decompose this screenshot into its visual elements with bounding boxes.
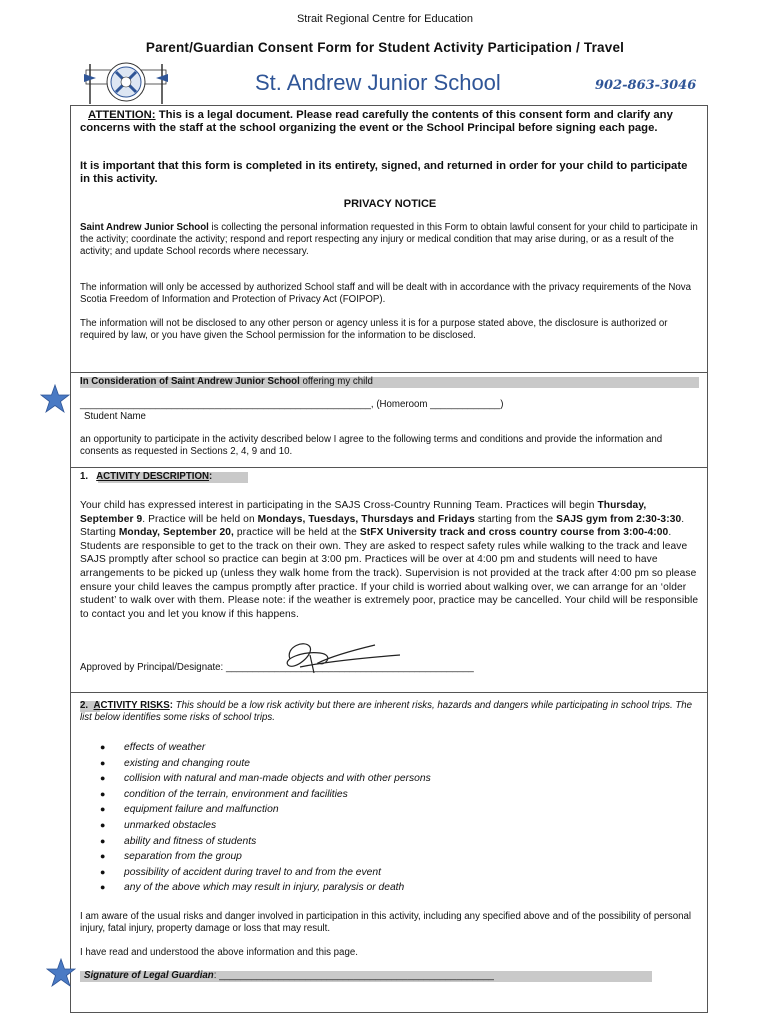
list-item xyxy=(100,865,431,881)
list-item xyxy=(100,771,431,787)
bullet-icon: ● xyxy=(100,804,106,815)
risk-text: existing and changing route xyxy=(124,757,250,769)
consideration-bold: In Consideration of Saint Andrew Junior School xyxy=(80,376,300,387)
section1-colon: : xyxy=(209,471,213,482)
desc-date-2: Monday, September 20, xyxy=(118,527,234,539)
school-name: St. Andrew Junior School xyxy=(255,70,501,95)
signature-label: Signature of Legal Guardian xyxy=(84,970,214,981)
list-item xyxy=(100,787,431,803)
desc-part: . Starting xyxy=(80,513,685,539)
organization-name: Strait Regional Centre for Education xyxy=(296,13,474,25)
approved-signature-field[interactable]: ______________________________________________ xyxy=(225,662,474,673)
section-divider xyxy=(70,692,708,693)
risk-text: effects of weather xyxy=(124,742,206,753)
section2-title: ACTIVITY RISKS xyxy=(93,700,170,711)
list-item xyxy=(100,834,431,850)
risk-text: collision with natural and man-made objects and with other persons xyxy=(124,773,431,785)
attention-text: This is a legal document. Please read carefully the contents of this consent form and clarify any concerns with the staff at the school organizing the event or the School Principal before signing each page. xyxy=(80,109,673,134)
privacy-paragraph-1 xyxy=(80,222,700,258)
bullet-icon: ● xyxy=(100,851,106,862)
desc-part: starting from the xyxy=(474,513,557,525)
desc-part: Your child has expressed interest in participating in the SAJS Cross-Country Running Team. Practices will begin xyxy=(80,500,598,511)
section2-colon: : xyxy=(169,700,173,711)
attention-paragraph-2: It is important that this form is completed in its entirety, signed, and returned in order for your child to participate in this activity. xyxy=(80,160,688,185)
list-item xyxy=(100,740,431,756)
desc-part: . Practice will be held on xyxy=(142,513,258,525)
desc-days: Mondays, Tuesdays, Thursdays and Fridays xyxy=(257,513,475,525)
attention-label: ATTENTION: xyxy=(88,109,156,121)
desc-start-date: Thursday, September 9 xyxy=(80,500,647,525)
student-name-label: Student Name xyxy=(84,411,146,422)
desc-location-1: SAJS gym from 2:30-3:30 xyxy=(556,513,682,525)
list-item xyxy=(100,756,431,772)
consent-opportunity-text: an opportunity to participate in the activity described below I agree to the following terms and conditions and provide the information and consents as requested in Sections 2, 4, 9 and 10. xyxy=(80,434,663,457)
risk-text: equipment failure and malfunction xyxy=(124,804,279,816)
risk-text: any of the above which may result in injury, paralysis or death xyxy=(124,882,405,894)
bullet-icon: ● xyxy=(100,742,106,752)
school-phone: 902-863-3046 xyxy=(595,78,697,93)
school-crest-icon xyxy=(80,60,172,106)
list-item xyxy=(100,849,431,865)
privacy-heading: PRIVACY NOTICE xyxy=(343,198,437,210)
section2-intro: This should be a low risk activity but there are inherent risks, hazards and dangers while participating in school trips. The list below identifies some risks of school trips. xyxy=(80,700,693,723)
privacy-paragraph-3: The information will not be disclosed to any other person or agency unless it is for a purpose stated above, the disclosure is authorized or required by law, or you have given the School permission for the information to be disclosed. xyxy=(80,318,668,341)
read-understood-text: I have read and understood the above information and this page. xyxy=(80,947,358,958)
consideration-rest: offering my child xyxy=(299,376,373,387)
approved-label: Approved by Principal/Designate: xyxy=(80,662,226,673)
signature-row xyxy=(84,970,704,982)
risk-text: condition of the terrain, environment and facilities xyxy=(124,788,348,800)
risk-text: separation from the group xyxy=(124,851,242,863)
section-divider xyxy=(70,467,708,468)
desc-part: practice will be held at the xyxy=(233,527,360,539)
desc-location-2: StFX University track and cross country course from 3:00-4:00 xyxy=(359,527,669,539)
school-name-inline: Saint Andrew Junior School xyxy=(80,222,209,233)
section2-number: 2. xyxy=(80,700,89,711)
student-name-field[interactable]: ______________________________________________________, (Homeroom _____________) xyxy=(80,399,504,410)
list-item xyxy=(100,880,431,896)
list-item xyxy=(100,818,431,834)
bullet-icon: ● xyxy=(100,866,106,877)
desc-part: . Students are responsible to get to the track on their own. They are asked to respect safety rules while walking to the track and leave SAJS promptly after school so practice can begin at 3:00 pm. Practices will be over at 4:00 pm and students will need to have arrangements to be picked up (unless they walk home from the track). Supervision is not provided at the track after 4:00 pm so please ensure your child leaves the campus promptly after practice. If your child is worried about walking over, we can arrange for an ‘older student’ to walk over with them. Please note: if the weather is extremely poor, practice may be cancelled. Your child will be responsible to contact you and let you know if this happens. xyxy=(80,527,699,620)
bullet-icon: ● xyxy=(100,819,106,830)
risk-text: ability and fitness of students xyxy=(124,835,257,847)
bullet-icon: ● xyxy=(100,788,106,799)
consideration-line xyxy=(80,376,700,388)
risk-text: possibility of accident during travel to and from the event xyxy=(124,866,381,878)
signature-scribble xyxy=(280,637,410,677)
section-divider xyxy=(70,372,708,373)
section1-title: ACTIVITY DESCRIPTION xyxy=(96,471,210,482)
bullet-icon: ● xyxy=(100,835,106,846)
risk-text: unmarked obstacles xyxy=(124,819,217,831)
risk-awareness-text: I am aware of the usual risks and danger involved in participation in this activity, including any specified above and of the possibility of personal injury, fatal injury, property damage or loss that may result. xyxy=(80,911,692,934)
list-item xyxy=(100,802,431,818)
guardian-signature-field[interactable]: ___________________________________________________ xyxy=(216,970,494,981)
risk-list xyxy=(100,740,431,896)
star-icon xyxy=(40,384,70,414)
bullet-icon: ● xyxy=(100,882,106,893)
privacy-paragraph-2: The information will only be accessed by authorized School staff and will be dealt with in accordance with the privacy requirements of the Nova Scotia Freedom of Information and Protection of Privacy Act (FOIPOP). xyxy=(80,282,691,305)
section2-heading xyxy=(80,700,700,724)
attention-paragraph xyxy=(80,109,702,135)
section1-number: 1. xyxy=(80,471,89,482)
form-title: Parent/Guardian Consent Form for Student Activity Participation / Travel xyxy=(145,40,625,55)
star-icon xyxy=(46,958,76,988)
privacy-paragraph-1-text: is collecting the personal information requested in this Form to obtain lawful consent for your child to participate in the activity; coordinate the activity; respond and report respecting any injury or medical condition that may arise during, or as a result of the activity; and update School records where necessary. xyxy=(80,222,698,257)
section1-heading xyxy=(80,471,700,483)
signature-colon: : xyxy=(213,970,217,981)
bullet-icon: ● xyxy=(100,757,106,768)
activity-description xyxy=(80,499,700,621)
bullet-icon: ● xyxy=(100,773,106,784)
